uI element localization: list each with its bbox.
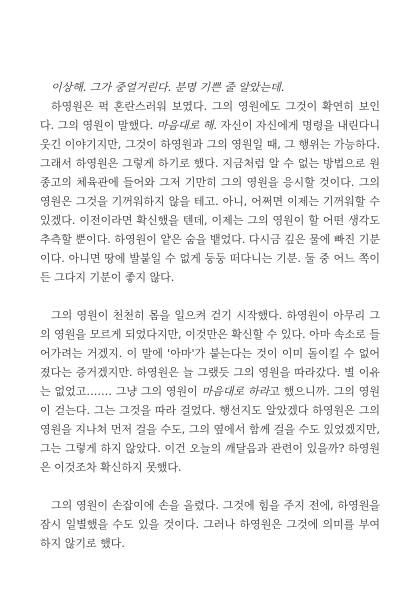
paragraph-text: 그의 영원이 천천히 몸을 일으켜 걷기 시작했다. 하영원이 아무리 그의 영원을 모르게 되었다지만, 이것만은 확신할 수 있다. 아마 속소로 들어가려는 거겠지. 이 말에 '아마'가 붙는다는 것이 이미 돌이킬 수 없어졌다는 증거겠지만. 하영원은 늘 그랬듯 그의 영원을 따라갔다. 별 이유는 없었고……. 그냥 그의 영원이: [40, 309, 380, 398]
paragraph-text: 고 했으니까. 그의 영원이 걷는다. 그는 그것을 따라 걸었다. 행선지도 알았겠다 하영원은 그의 영원을 지나쳐 먼저 걸을 수도, 그의 옆에서 함께 걸을 수도 있었겠지만, 그는 그렇게 하지 않았다. 이건 오늘의 깨달음과 관련이 있을까? 하영원은 이것조차 확신하지 못했다.: [40, 385, 380, 474]
paragraph-2: [40, 97, 380, 287]
paragraph-text: 그의 영원이 손잡이에 손을 올렸다. 그것에 힘을 주지 전에, 하영원을 잠시 일별했을 수도 있을 것이다. 그러나 하영원은 그것에 의미를 부여하지 않기로 했다.: [40, 499, 380, 550]
italic-quote: 마음대로 해.: [156, 119, 218, 132]
italic-thought: 분명 기쁜 줄 알았는데.: [174, 81, 285, 94]
paragraph-1: [40, 78, 380, 97]
italic-thought: 이상해. 그가 중얼거린다.: [51, 81, 175, 94]
italic-quote: 마음대로 하라: [201, 385, 270, 398]
document-body: [40, 78, 380, 553]
paragraph-gap: [40, 287, 380, 306]
paragraph-text: 하영원은 퍽 혼란스러워 보였다. 그의 영원에도 그것이 확연히 보인다. 그의 영원이 말했다.: [40, 100, 380, 132]
paragraph-gap: [40, 477, 380, 496]
paragraph-3: [40, 306, 380, 477]
paragraph-4: [40, 496, 380, 553]
paragraph-text: 자신이 자신에게 명령을 내린다니 웃긴 이야기지만, 그것이 하영원과 그의 영원일 때, 그 행위는 가능하다. 그래서 하영원은 그렇게 하기로 했다. 지금처럼 알 수 없는 방법으로 원종고의 체육관에 들어와 그저 기만히 그의 영원을 응시할 것이다. 그의 영원은 그것을 기꺼워하지 않을 테고. 아니, 어쩌면 이제는 기꺼워할 수 있겠다. 이전이라면 확신했을 텐데, 이제는 그의 영원이 할 어떤 생각도 추측할 뿐이다. 하영원이 얕은 숨을 뱉었다. 다시금 깊은 물에 빠진 기분이다. 아니면 땅에 발붙일 수 없게 둥둥 떠다니는 기분. 둘 중 어느 쪽이든 그다지 기분이 좋지 않다.: [40, 119, 381, 284]
